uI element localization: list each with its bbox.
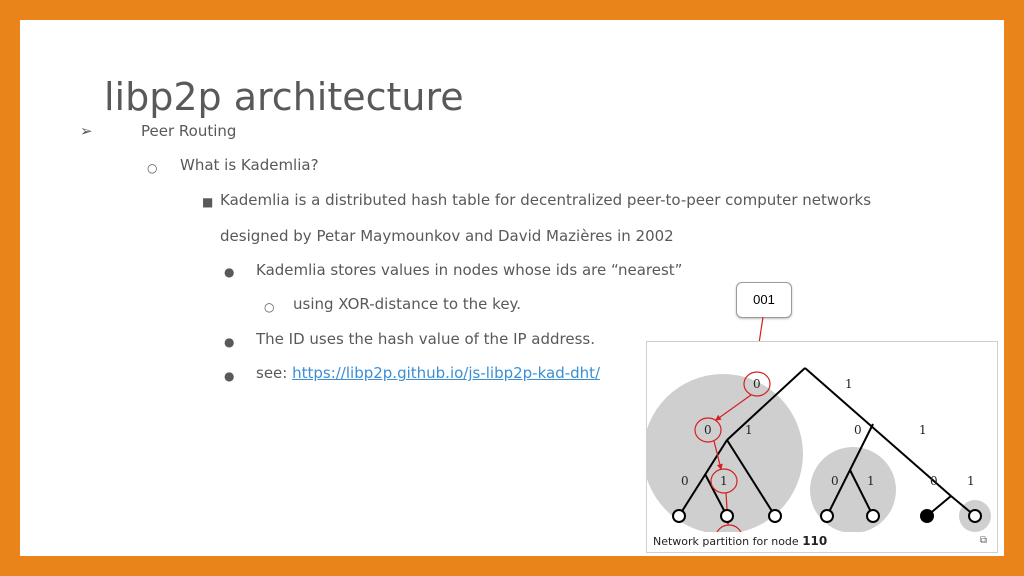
slide <box>20 20 1004 556</box>
expand-icon[interactable]: ⧉ <box>979 535 987 546</box>
edge-label: 1 <box>867 474 875 488</box>
bullet-dot: ● <box>224 265 235 279</box>
bullet-nearest: Kademlia stores values in nodes whose ids are “nearest” <box>256 261 683 279</box>
bullet-xor-distance: using XOR-distance to the key. <box>293 295 522 313</box>
caption-node: 110 <box>802 534 828 548</box>
bullet-dot: ● <box>224 369 235 383</box>
bullet-what-is-kademlia: What is Kademlia? <box>180 156 319 174</box>
leaf-label-010 <box>765 531 786 532</box>
edge-label: 1 <box>720 474 728 488</box>
bullet-square: ■ <box>202 195 214 209</box>
kad-dht-link[interactable]: https://libp2p.github.io/js-libp2p-kad-dht/ <box>292 364 601 382</box>
leaf-node-101 <box>867 510 879 522</box>
subtree-0-shade <box>647 374 803 532</box>
bullet-kademlia-desc-line2: designed by Petar Maymounkov and David Mazières in 2002 <box>220 227 674 245</box>
bullet-peer-routing: Peer Routing <box>141 122 237 140</box>
edge-label: 0 <box>704 423 712 437</box>
leaf-label-110 <box>917 531 938 532</box>
leaf-label-111 <box>965 531 986 532</box>
edge-label: 0 <box>854 423 862 437</box>
edge-label: 1 <box>845 377 853 391</box>
edge-label: 0 <box>930 474 938 488</box>
leaf-node-000 <box>673 510 685 522</box>
edge-label: 0 <box>681 474 689 488</box>
leaf-label-100 <box>817 531 838 532</box>
slide-title: libp2p architecture <box>104 75 464 119</box>
caption-text: Network partition for node <box>653 535 799 548</box>
bullet-kademlia-desc-line1: Kademlia is a distributed hash table for decentralized peer-to-peer computer networks <box>220 191 872 209</box>
leaf-label-001 <box>717 531 738 532</box>
leaf-node-100 <box>821 510 833 522</box>
leaf-label-000 <box>669 531 690 532</box>
edge-label: 1 <box>745 423 753 437</box>
callout-box: 001 <box>736 282 792 318</box>
leaf-node-010 <box>769 510 781 522</box>
bullet-see <box>256 363 600 383</box>
edge-label: 0 <box>831 474 839 488</box>
kademlia-tree-figure <box>646 341 998 553</box>
leaf-node-110 <box>921 510 933 522</box>
kademlia-tree <box>647 342 997 532</box>
bullet-circle: ○ <box>147 161 158 175</box>
bullet-circle: ○ <box>264 300 275 314</box>
leaf-label-101 <box>863 531 884 532</box>
leaf-node-111 <box>969 510 981 522</box>
leaf-node-001 <box>721 510 733 522</box>
figure-caption <box>653 534 827 548</box>
edge-label: 1 <box>967 474 975 488</box>
bullet-dot: ● <box>224 335 235 349</box>
bullet-arrow: ➢ <box>80 122 93 140</box>
edge-label: 0 <box>753 377 761 391</box>
bullet-id-hash: The ID uses the hash value of the IP address. <box>256 330 596 348</box>
edge-label: 1 <box>919 423 927 437</box>
see-prefix: see: <box>256 364 293 382</box>
